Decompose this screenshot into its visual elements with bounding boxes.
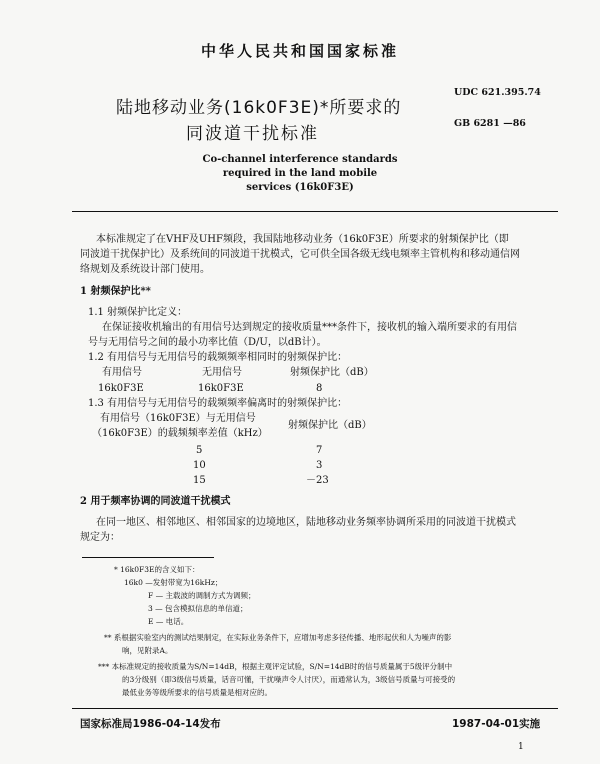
gb-code: GB 6281 —86 <box>454 118 526 129</box>
intro-line1: 本标准规定了在VHF及UHF频段，我国陆地移动业务（16k0F3E）所要求的射频保护比（即 <box>96 234 509 245</box>
footnote1-title: * 16k0F3E的含义如下： <box>114 565 200 574</box>
english-title-line2: required in the land mobile <box>222 168 378 179</box>
footnote2-line1: ** 系根据实验室内的测试结果制定，在实际业务条件下，应增加考虑多径传播、地形起伏和人为噪声的影 <box>104 633 452 642</box>
udc-code: UDC 621.395.74 <box>454 87 541 98</box>
footer-effective-date: 1987-04-01实施 <box>452 718 541 730</box>
footnote3-line3: 最低业务等级所要求的信号质量是相对应的。 <box>122 688 272 697</box>
table2-row-diff: 15 <box>193 475 206 486</box>
intro-line2: 同波道干扰保护比）及系统间的同波道干扰模式，它可供全国各级无线电频率主管机构和移动通信网 <box>80 249 520 260</box>
title-line1: 陆地移动业务(16k0F3E)*所要求的 <box>116 98 402 118</box>
footer-rule <box>72 708 558 709</box>
table2-row-diff: 10 <box>193 460 206 471</box>
footnote1-item: F — 主载波的调制方式为调频； <box>148 591 256 600</box>
footnote1-item: E — 电话。 <box>148 617 189 626</box>
section1-heading: 1 射频保护比** <box>80 286 151 297</box>
table1-cell-unwanted: 16k0F3E <box>198 383 244 394</box>
table2-header-diff-line1: 有用信号（16k0F3E）与无用信号 <box>100 413 256 424</box>
table1-header-ratio: 射频保护比（dB） <box>290 367 374 378</box>
footnote-rule <box>82 557 214 558</box>
footnote2-line2: 响，见附录A。 <box>122 646 173 655</box>
table2-header-diff-line2: （16k0F3E）的载频频率差值（kHz） <box>92 428 268 439</box>
table1-cell-ratio: 8 <box>316 383 323 394</box>
table2-row-ratio: －23 <box>306 475 329 486</box>
section2-line2: 规定为： <box>80 532 120 543</box>
section1-1-title: 1.1 射频保护比定义： <box>88 307 188 318</box>
table2-row-ratio: 3 <box>316 460 323 471</box>
section1-1-line2: 号与无用信号之间的最小功率比值（D/U，以dB计）。 <box>88 337 327 348</box>
footnote1-item: 16k0 —发射带宽为16kHz； <box>124 578 223 587</box>
footnote3-line1: *** 本标准规定的接收质量为S/N=14dB，根据主观评定试验，S/N=14dB时的信号质量属于5级评分制中 <box>98 662 453 671</box>
header-rule <box>72 211 558 212</box>
table2-row-ratio: 7 <box>316 445 323 456</box>
footnote3-line2: 的3分级别（即3级信号质量，话音可懂，干扰噪声令人讨厌），而通常认为，3级信号质量与可接受的 <box>122 675 456 684</box>
section1-2-title: 1.2 有用信号与无用信号的载频频率相同时的射频保护比： <box>88 352 348 363</box>
section1-1-line1: 在保证接收机输出的有用信号达到规定的接收质量***条件下，接收机的输入端所要求的有用信 <box>102 322 517 333</box>
table1-header-unwanted: 无用信号 <box>202 367 242 378</box>
section1-3-title: 1.3 有用信号与无用信号的载频频率偏离时的射频保护比： <box>88 398 348 409</box>
title-line2: 同波道干扰标准 <box>186 124 319 144</box>
footer-issue-date: 国家标准局1986-04-14发布 <box>80 718 221 730</box>
english-title-line3: services (16k0F3E) <box>246 182 354 193</box>
issuer-title: 中华人民共和国国家标准 <box>200 42 399 60</box>
footnote1-item: 3 — 包含模拟信息的单信道； <box>148 604 248 613</box>
page-number: 1 <box>518 742 524 752</box>
table1-header-wanted: 有用信号 <box>102 367 142 378</box>
section2-line1: 在同一地区、相邻地区、相邻国家的边境地区，陆地移动业务频率协调所采用的同波道干扰模式 <box>96 517 516 528</box>
table2-header-ratio: 射频保护比（dB） <box>288 420 372 431</box>
table2-row-diff: 5 <box>196 445 203 456</box>
intro-line3: 络规划及系统设计部门使用。 <box>80 264 210 275</box>
table1-cell-wanted: 16k0F3E <box>98 383 144 394</box>
section2-heading: 2 用于频率协调的同波道干扰模式 <box>80 496 231 507</box>
english-title-line1: Co-channel interference standards <box>202 154 398 165</box>
